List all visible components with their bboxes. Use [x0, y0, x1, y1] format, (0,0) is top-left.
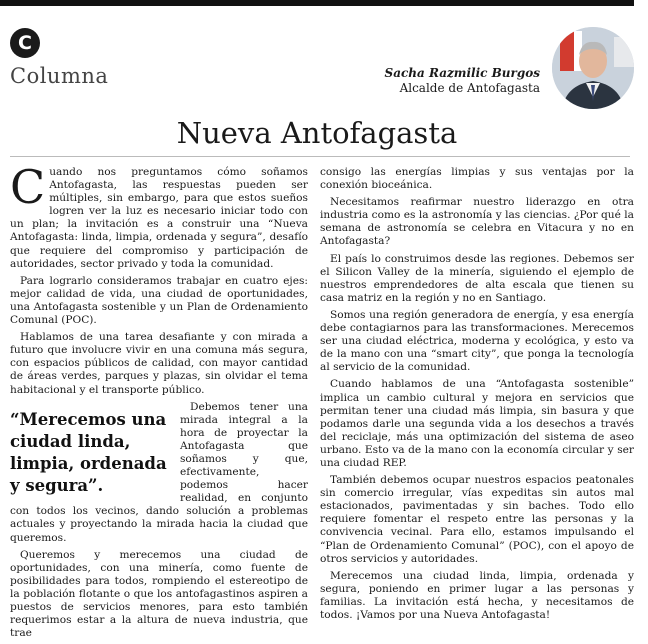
paragraph: Cuando hablamos de una “Antofagasta sostenible” implica un cambio cultural y mejora en servicios que permitan tener una ciudad más limpia, sin basura y que podamos darle una segunda vida a los desechos a través del reciclaje, más una optimización del sistema de aseo urbano. Esto va de la mano con la economía circular y ser una ciudad REP.	[320, 378, 634, 469]
column-badge: C	[10, 28, 40, 58]
author-photo	[552, 27, 634, 109]
paragraph: También debemos ocupar nuestros espacios peatonales sin comercio irregular, vías expeditas sin autos mal estacionados, pavimentadas y sin baches. Todo ello requiere fomentar el respeto entre las personas y la convivencia vecinal. Para ello, estamos impulsando el “Plan de Ordenamiento Comunal” (POC), con el apoyo de otros servicios y autoridades.	[320, 474, 634, 565]
top-rule	[0, 0, 634, 6]
section-label: Columna	[10, 64, 109, 88]
paragraph: Hablamos de una tarea desafiante y con mirada a futuro que involucre vivir en una comuna más segura, con espacios públicos de calidad, con mayor cantidad de áreas verdes, parques y plazas, sin olvidar el tema habitacional y el transporte público.	[10, 331, 308, 396]
author-block	[385, 66, 540, 96]
paragraph: Merecemos una ciudad linda, limpia, ordenada y segura, poniendo en primer lugar a las personas y familias. La invitación está hecha, y necesitamos de todos. ¡Vamos por una Nueva Antofagasta!	[320, 569, 634, 621]
author-role: Alcalde de Antofagasta	[399, 81, 540, 95]
column-left	[10, 160, 308, 644]
paragraph: Necesitamos reafirmar nuestro liderazgo en otra industria como es la astronomía y las ciencias. ¿Por qué la semana de astronomía se celebra en Vitacura y no en Antofagasta?	[320, 196, 634, 248]
paragraph: Para lograrlo consideramos trabajar en cuatro ejes: mejor calidad de vida, una ciudad de oportunidades, una Antofagasta sostenible y un Plan de Ordenamiento Comunal (POC).	[10, 274, 308, 327]
pull-quote: “Merecemos una ciudad linda, limpia, ordenada y segura”.	[10, 409, 167, 495]
paragraph: El país lo construimos desde las regiones. Debemos ser el Silicon Valley de la minería, siguiendo el ejemplo de nuestros emprendedores de alta escala que tienen su casa matriz en la región y no en Santiago.	[320, 252, 634, 304]
title-divider	[10, 156, 630, 157]
paragraph: “Merecemos una ciudad linda, limpia, ordenada y segura”. Debemos tener una mirada integral a la hora de proyectar la Antofagasta que soñamos y que, efectivamente, podemos hacer realidad, en conjunto con todos los vecinos, dando solución a problemas actuales y proyectando la mirada hacia la ciudad que queremos.	[10, 400, 308, 544]
paragraph: Somos una región generadora de energía, y esa energía debe contagiarnos para las transformaciones. Merecemos ser una ciudad eléctrica, moderna y ecológica, y esto va de la mano con una “smart city”, que ponga la tecnología al servicio de la comunidad.	[320, 308, 634, 374]
paragraph: Queremos y merecemos una ciudad de oportunidades, con una minería, como fuente de posibilidades para todos, rompiendo el estereotipo de la población flotante o que los antofagastinos aspiren a puestos de servicios menores, para esto también requerimos estar a la altura de nueva industria, que trae	[10, 548, 308, 640]
column-right	[320, 166, 634, 626]
drop-cap: C	[10, 160, 46, 214]
paragraph: consigo las energías limpias y sus ventajas por la conexión bioceánica.	[320, 166, 634, 192]
author-portrait-illustration	[552, 27, 634, 109]
author-name: Sacha Razmilic Burgos	[384, 66, 540, 80]
article-title: Nueva Antofagasta	[176, 116, 458, 150]
paragraph: Cuando nos preguntamos cómo soñamos Antofagasta, las respuestas pueden ser múltiples, sin embargo, para que estos sueños logren ver la luz es necesario iniciar todo con un plan; la invitación es a construir una “Nueva Antofagasta: linda, limpia, ordenada y segura”, desafío que requiere del compromiso y participación de autoridades, sector privado y toda la comunidad.	[10, 160, 308, 270]
